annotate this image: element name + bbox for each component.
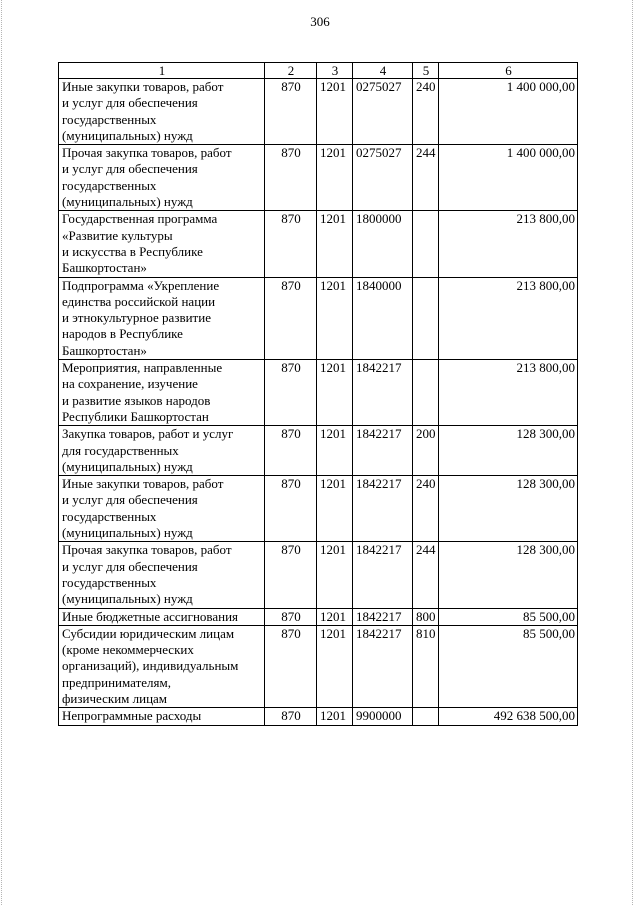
ved-code-cell: 870	[265, 79, 317, 145]
amount-cell: 128 300,00	[439, 542, 578, 608]
expense-type-cell	[413, 360, 439, 426]
row-name-cell: Закупка товаров, работ и услуг для государственных (муниципальных) нужд	[59, 426, 265, 476]
section-code-cell: 1201	[317, 211, 353, 277]
column-header: 5	[413, 63, 439, 79]
table-row	[59, 708, 578, 725]
expense-type-cell	[413, 708, 439, 725]
column-header: 1	[59, 63, 265, 79]
expense-type-cell: 244	[413, 542, 439, 608]
page-edge-right	[632, 0, 633, 905]
table-header-row	[59, 63, 578, 79]
row-name-cell: Государственная программа «Развитие культуры и искусства в Республике Башкортостан»	[59, 211, 265, 277]
target-code-cell: 0275027	[353, 145, 413, 211]
row-name-cell: Непрограммные расходы	[59, 708, 265, 725]
expense-type-cell: 810	[413, 625, 439, 707]
target-code-cell: 1842217	[353, 360, 413, 426]
target-code-cell: 0275027	[353, 79, 413, 145]
section-code-cell: 1201	[317, 79, 353, 145]
expense-type-cell	[413, 277, 439, 359]
target-code-cell: 9900000	[353, 708, 413, 725]
expense-type-cell: 244	[413, 145, 439, 211]
amount-cell: 213 800,00	[439, 211, 578, 277]
table-row	[59, 360, 578, 426]
table-row	[59, 79, 578, 145]
page-edge-left	[1, 0, 2, 905]
ved-code-cell: 870	[265, 360, 317, 426]
target-code-cell: 1842217	[353, 608, 413, 625]
table-row	[59, 542, 578, 608]
ved-code-cell: 870	[265, 277, 317, 359]
amount-cell: 85 500,00	[439, 608, 578, 625]
table-row	[59, 211, 578, 277]
table-row	[59, 476, 578, 542]
section-code-cell: 1201	[317, 708, 353, 725]
table-row	[59, 608, 578, 625]
table-row	[59, 145, 578, 211]
target-code-cell: 1842217	[353, 625, 413, 707]
target-code-cell: 1840000	[353, 277, 413, 359]
target-code-cell: 1800000	[353, 211, 413, 277]
ved-code-cell: 870	[265, 145, 317, 211]
section-code-cell: 1201	[317, 360, 353, 426]
ved-code-cell: 870	[265, 542, 317, 608]
expense-type-cell: 800	[413, 608, 439, 625]
row-name-cell: Мероприятия, направленные на сохранение, изучение и развитие языков народов Республики Башкортостан	[59, 360, 265, 426]
section-code-cell: 1201	[317, 277, 353, 359]
amount-cell: 85 500,00	[439, 625, 578, 707]
expense-type-cell: 240	[413, 476, 439, 542]
amount-cell: 213 800,00	[439, 360, 578, 426]
column-header: 3	[317, 63, 353, 79]
row-name-cell: Иные закупки товаров, работ и услуг для обеспечения государственных (муниципальных) нужд	[59, 79, 265, 145]
row-name-cell: Прочая закупка товаров, работ и услуг для обеспечения государственных (муниципальных) нужд	[59, 145, 265, 211]
ved-code-cell: 870	[265, 211, 317, 277]
section-code-cell: 1201	[317, 476, 353, 542]
expense-type-cell	[413, 211, 439, 277]
column-header: 4	[353, 63, 413, 79]
ved-code-cell: 870	[265, 476, 317, 542]
section-code-cell: 1201	[317, 426, 353, 476]
row-name-cell: Прочая закупка товаров, работ и услуг для обеспечения государственных (муниципальных) нужд	[59, 542, 265, 608]
budget-table	[58, 62, 578, 726]
amount-cell: 1 400 000,00	[439, 79, 578, 145]
target-code-cell: 1842217	[353, 476, 413, 542]
section-code-cell: 1201	[317, 542, 353, 608]
table-row	[59, 426, 578, 476]
column-header: 2	[265, 63, 317, 79]
ved-code-cell: 870	[265, 708, 317, 725]
page-number: 306	[310, 14, 330, 29]
amount-cell: 128 300,00	[439, 476, 578, 542]
target-code-cell: 1842217	[353, 426, 413, 476]
ved-code-cell: 870	[265, 426, 317, 476]
row-name-cell: Субсидии юридическим лицам (кроме некоммерческих организаций), индивидуальным предпринимателям, физическим лицам	[59, 625, 265, 707]
amount-cell: 1 400 000,00	[439, 145, 578, 211]
column-header: 6	[439, 63, 578, 79]
amount-cell: 213 800,00	[439, 277, 578, 359]
ved-code-cell: 870	[265, 608, 317, 625]
amount-cell: 492 638 500,00	[439, 708, 578, 725]
target-code-cell: 1842217	[353, 542, 413, 608]
expense-type-cell: 200	[413, 426, 439, 476]
section-code-cell: 1201	[317, 608, 353, 625]
row-name-cell: Иные закупки товаров, работ и услуг для обеспечения государственных (муниципальных) нужд	[59, 476, 265, 542]
row-name-cell: Подпрограмма «Укрепление единства российской нации и этнокультурное развитие народов в Республике Башкортостан»	[59, 277, 265, 359]
expense-type-cell: 240	[413, 79, 439, 145]
table-row	[59, 277, 578, 359]
table-row	[59, 625, 578, 707]
section-code-cell: 1201	[317, 625, 353, 707]
section-code-cell: 1201	[317, 145, 353, 211]
amount-cell: 128 300,00	[439, 426, 578, 476]
row-name-cell: Иные бюджетные ассигнования	[59, 608, 265, 625]
ved-code-cell: 870	[265, 625, 317, 707]
